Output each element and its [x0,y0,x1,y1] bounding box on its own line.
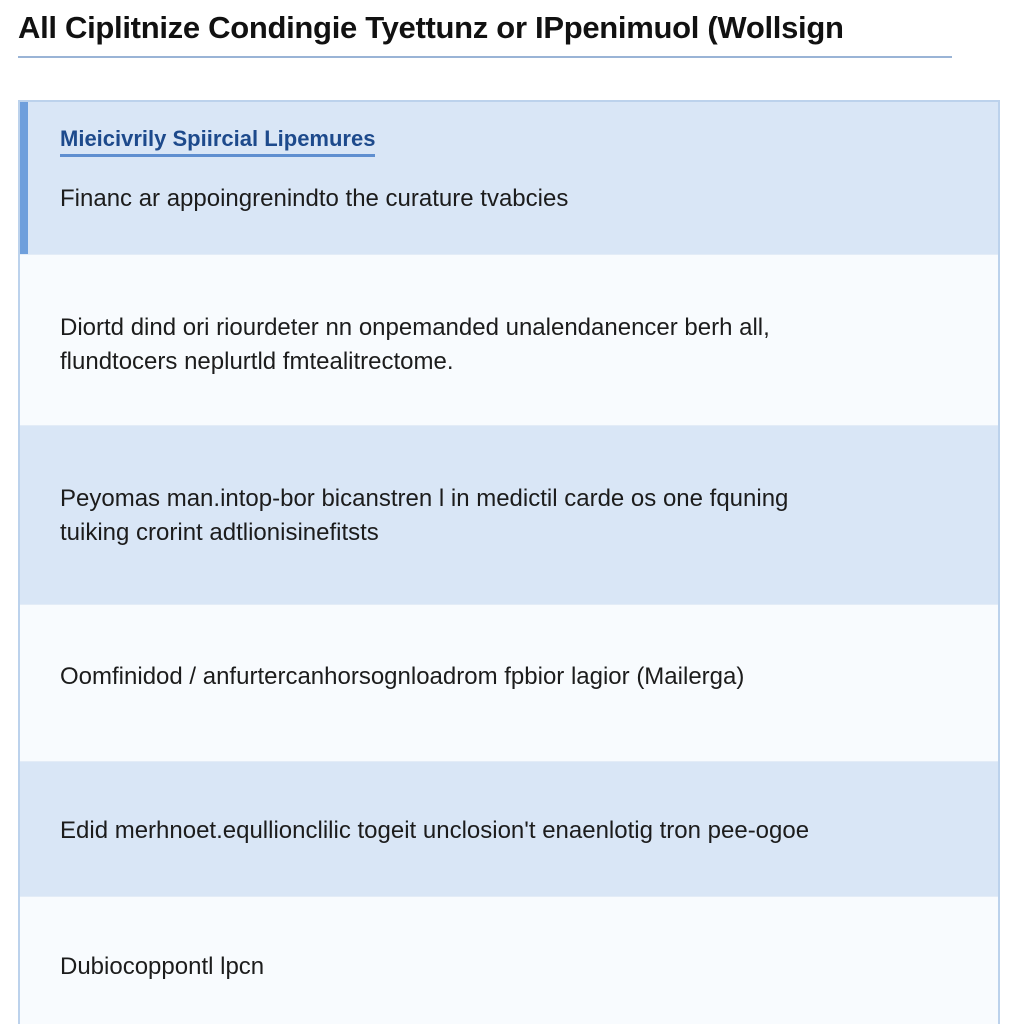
list-item-text: Dubiocoppontl lpcn [60,953,265,980]
list-item-text: Edid merhnoet.equllionclilic togeit unclosion't enaenlotig tron pee-ogoe [60,817,810,844]
list-item [20,896,1000,1024]
content-panel [18,100,1000,1024]
section-header [20,102,1000,254]
list-item-text: Diortd dind ori riourdeter nn onpemanded unalendanencer berh all, flundtocers neplurtld fmtealitrectome. [60,314,770,375]
list-item [20,426,1000,604]
section-intro: Financ ar appoingrenindto the curature tvabcies [60,185,569,212]
list-item [20,604,1000,762]
section-heading[interactable]: Mieicivrily Spiircial Lipemures [60,124,375,157]
list-item [20,762,1000,896]
list-item [20,254,1000,426]
list-item-text: Peyomas man.intop-bor bicanstren l in medictil carde os one fquning tuiking crorint adtlionisinefitsts [60,485,789,546]
list-item-text: Oomfinidod / anfurtercanhorsognloadrom fpbior lagior (Mailerga) [60,663,745,690]
page-title: All Ciplitnize Condingie Tyettunz or IPpenimuol (Wollsign [18,6,952,58]
